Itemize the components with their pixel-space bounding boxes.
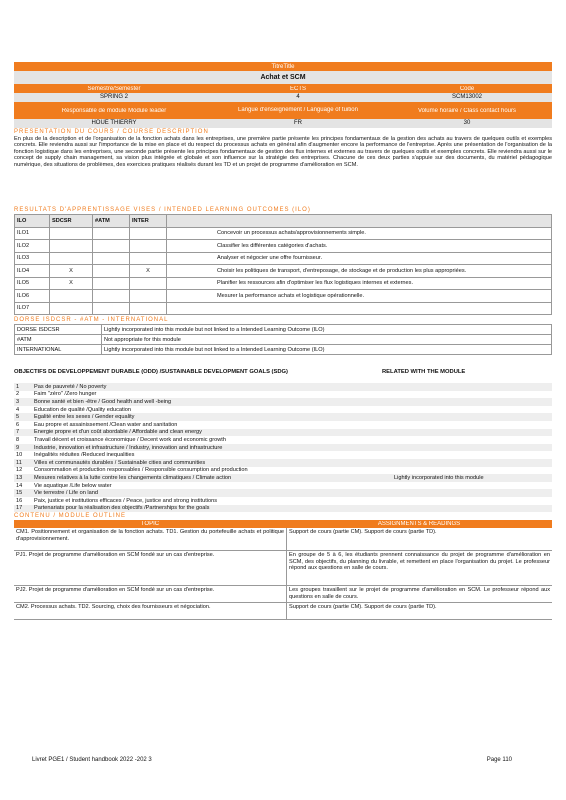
ilo-id: ILO7 bbox=[15, 302, 50, 315]
odd-number: 7 bbox=[14, 429, 32, 437]
content-heading: CONTENU / MODULE OUTLINE bbox=[14, 513, 127, 520]
ilo-row bbox=[15, 265, 552, 278]
odd-number: 2 bbox=[16, 391, 20, 398]
content-assignment: Support de cours (partie CM). Support de cours (partie TD). bbox=[286, 528, 552, 550]
ilo-atm bbox=[93, 252, 130, 265]
dorse-label: INTERNATIONAL bbox=[15, 345, 102, 355]
code-value: SCM13002 bbox=[451, 94, 483, 100]
ilo-inter bbox=[130, 240, 167, 253]
odd-related bbox=[392, 497, 552, 505]
odd-row bbox=[14, 383, 552, 391]
ilo-inter: X bbox=[130, 265, 167, 278]
second-value-row bbox=[14, 119, 552, 128]
title-bar bbox=[14, 62, 552, 71]
odd-related: Lightly incorporated into this module bbox=[392, 474, 552, 482]
content-assignment: Les groupes travaillent sur le projet de programme d'amélioration en SCM. Le professeur répond aux questions en salle de cours. bbox=[286, 586, 552, 602]
odd-goal: Partenariats pour la réalisation des objectifs /Partnerships for the goals bbox=[32, 505, 392, 513]
ilo-header-row bbox=[15, 215, 552, 228]
odd-number: 1 bbox=[14, 383, 32, 391]
module-title bbox=[14, 71, 552, 84]
hours-value: 30 bbox=[463, 120, 471, 126]
odd-goal: Bonne santé et bien -être / Good health and well -being bbox=[32, 398, 392, 406]
odd-related bbox=[392, 383, 552, 391]
odd-table bbox=[14, 383, 552, 512]
odd-row bbox=[14, 459, 552, 467]
odd-goal: Consommation et production responsables / Responsible consumption and production bbox=[34, 467, 248, 474]
odd-goal: Vie aquatique /Life below water bbox=[34, 482, 112, 489]
ilo-text: Concevoir un processus achats/approvisionnements simple. bbox=[167, 227, 552, 240]
content-row bbox=[14, 603, 552, 620]
odd-number: 11 bbox=[14, 459, 32, 467]
content-assignment: En groupe de 5 à 6, les étudiants prennent connaissance du projet de programme d'amélioration en SCM, des objectifs, du planning du livrable, et remettent en place l'organisation du projet. Le professeur répond aux questions en salle de cours. bbox=[286, 551, 552, 585]
dorse-label: DORSE ISDCSR bbox=[15, 325, 102, 335]
odd-row bbox=[14, 497, 552, 505]
odd-related bbox=[392, 444, 552, 452]
odd-goal: Vie terrestre / Life on land bbox=[32, 489, 392, 497]
hours-label: Volume horaire / Class contact hours bbox=[417, 107, 517, 114]
odd-number: 8 bbox=[16, 436, 20, 443]
page-footer bbox=[32, 757, 512, 763]
ilo-sdcsr: X bbox=[50, 277, 93, 290]
odd-heading-row bbox=[14, 369, 552, 383]
odd-goal: Inégalités réduites /Reduced inequalities bbox=[34, 452, 135, 459]
module-sheet bbox=[14, 62, 552, 620]
content-topic: PJ1. Projet de programme d'amélioration en SCM fondé sur un cas d'entreprise. bbox=[16, 552, 215, 559]
leader-label: Responsable de module Module leader bbox=[61, 107, 167, 114]
dorse-row bbox=[15, 325, 552, 335]
odd-related bbox=[392, 459, 552, 467]
ilo-atm bbox=[93, 302, 130, 315]
ilo-sdcsr bbox=[50, 227, 93, 240]
ilo-text-col-header bbox=[167, 215, 552, 228]
ilo-col-header: ILO bbox=[15, 215, 50, 228]
odd-related bbox=[392, 421, 552, 429]
odd-number: 12 bbox=[16, 467, 23, 474]
odd-related bbox=[392, 429, 552, 437]
code-label: Code bbox=[459, 85, 475, 92]
ilo-sdcsr bbox=[50, 302, 93, 315]
ilo-row bbox=[15, 252, 552, 265]
odd-row bbox=[14, 413, 552, 421]
odd-related bbox=[392, 489, 552, 497]
odd-number: 9 bbox=[14, 444, 32, 452]
odd-number: 15 bbox=[14, 489, 32, 497]
ects-value: 4 bbox=[296, 94, 300, 100]
odd-related bbox=[392, 436, 552, 444]
footer-left: Livret PGE1 / Student handbook 2022 -202 3 bbox=[32, 757, 152, 763]
odd-heading-left: OBJECTIFS DE DEVELOPPEMENT DURABLE (ODD) /SUSTAINABLE DEVELOPMENT GOALS (SDG) bbox=[14, 369, 288, 375]
odd-row bbox=[14, 505, 552, 513]
odd-related bbox=[392, 406, 552, 414]
presentation-heading: PRESENTATION DU COURS / COURSE DESCRIPTION bbox=[14, 129, 209, 135]
dorse-row bbox=[15, 345, 552, 355]
ilo-text: Mesurer la performance achats et logistique opérationnelle. bbox=[167, 290, 552, 303]
odd-goal: Education de qualité /Quality education bbox=[34, 406, 132, 413]
ilo-atm bbox=[93, 227, 130, 240]
semester-label: Semestre/Semester bbox=[87, 85, 141, 92]
ilo-text bbox=[167, 302, 552, 315]
content-topic: PJ2. Projet de programme d'amélioration en SCM fondé sur un cas d'entreprise. bbox=[16, 587, 215, 594]
ilo-row bbox=[15, 227, 552, 240]
module-title-text: Achat et SCM bbox=[260, 74, 306, 81]
ilo-sdcsr bbox=[50, 240, 93, 253]
content-topic: CM2. Processus achats. TD2. Sourcing, choix des fournisseurs et négociation. bbox=[16, 604, 211, 611]
ilo-row bbox=[15, 277, 552, 290]
dorse-text: Lightly incorporated into this module but not linked to a Intended Learning Outcome (ILO) bbox=[102, 325, 552, 335]
odd-goal: Pas de pauvreté / No poverty bbox=[32, 383, 392, 391]
odd-number: 13 bbox=[14, 474, 32, 482]
header-value-row bbox=[14, 93, 552, 102]
content-assignment: Support de cours (partie CM). Support de cours (partie TD). bbox=[286, 603, 552, 619]
ilo-atm bbox=[93, 265, 130, 278]
ilo-text: Analyser et négocier une offre fournisseur. bbox=[167, 252, 552, 265]
atm-col-header: #ATM bbox=[93, 215, 130, 228]
odd-row bbox=[14, 406, 552, 414]
ilo-inter bbox=[130, 277, 167, 290]
dorse-row bbox=[15, 335, 552, 345]
ilo-row bbox=[15, 290, 552, 303]
leader-value: HOUE THIERRY bbox=[91, 120, 137, 126]
odd-row bbox=[14, 467, 552, 475]
ilo-atm bbox=[93, 240, 130, 253]
ilo-id: ILO6 bbox=[15, 290, 50, 303]
ilo-text: Planifier les ressources afin d'optimiser les flux logistiques internes et externes. bbox=[167, 277, 552, 290]
dorse-text: Lightly incorporated into this module but not linked to a Intended Learning Outcome (ILO) bbox=[102, 345, 552, 355]
ilo-inter bbox=[130, 290, 167, 303]
odd-row bbox=[14, 482, 552, 490]
ilo-row bbox=[15, 240, 552, 253]
odd-heading-right: RELATED WITH THE MODULE bbox=[382, 369, 466, 375]
odd-goal: Travail décent et croissance économique / Decent work and economic growth bbox=[34, 436, 226, 443]
odd-goal: Egalité entre les sexes / Gender equality bbox=[32, 413, 392, 421]
ilo-inter bbox=[130, 252, 167, 265]
topic-header: TOPIC bbox=[140, 521, 160, 528]
odd-related bbox=[392, 398, 552, 406]
dorse-label: #ATM bbox=[15, 335, 102, 345]
odd-goal: Paix, justice et institutions efficaces / Peace, justice and strong institutions bbox=[34, 497, 218, 504]
ilo-row bbox=[15, 302, 552, 315]
content-table bbox=[14, 528, 552, 620]
assign-header: ASSIGNMENTS & READINGS bbox=[377, 521, 461, 528]
odd-number: 3 bbox=[14, 398, 32, 406]
odd-row bbox=[14, 391, 552, 399]
language-label: Langue d'enseignement / Language of tuition bbox=[238, 107, 358, 114]
ilo-sdcsr bbox=[50, 252, 93, 265]
content-row bbox=[14, 586, 552, 603]
odd-related bbox=[392, 505, 552, 513]
odd-goal: Faim "zéro" /Zero hunger bbox=[34, 391, 97, 398]
odd-number: 4 bbox=[16, 406, 20, 413]
odd-related bbox=[392, 413, 552, 421]
content-row bbox=[14, 528, 552, 551]
dorse-heading: DORSE ISDCSR - #ATM - INTERNATIONAL bbox=[14, 317, 169, 323]
ilo-inter bbox=[130, 227, 167, 240]
ilo-atm bbox=[93, 277, 130, 290]
content-row bbox=[14, 551, 552, 586]
odd-goal: Energie propre et d'un coût abordable / Affordable and clean energy bbox=[32, 429, 392, 437]
odd-number: 16 bbox=[16, 497, 23, 504]
odd-row bbox=[14, 451, 552, 459]
odd-row bbox=[14, 429, 552, 437]
ilo-inter bbox=[130, 302, 167, 315]
odd-row bbox=[14, 398, 552, 406]
odd-row bbox=[14, 474, 552, 482]
odd-goal: Industrie, innovation et infrastructure / Industry, innovation and infrastructure bbox=[32, 444, 392, 452]
header-label-row bbox=[14, 84, 552, 93]
title-bar-label: TitreTitle bbox=[271, 63, 295, 70]
ilo-sdcsr: X bbox=[50, 265, 93, 278]
odd-number: 6 bbox=[16, 421, 20, 428]
semester-value: SPRING 2 bbox=[99, 94, 128, 100]
content-header-row bbox=[14, 520, 552, 528]
dorse-table bbox=[14, 324, 552, 355]
odd-goal: Mesures relatives à la lutte contre les changements climatiques / Climate action bbox=[32, 474, 392, 482]
ilo-id: ILO1 bbox=[15, 227, 50, 240]
odd-number: 17 bbox=[14, 505, 32, 513]
ilo-atm bbox=[93, 290, 130, 303]
dorse-text: Not appropriate for this module bbox=[102, 335, 552, 345]
ilo-text: Choisir les politiques de transport, d'entreposage, de stockage et de production les plus appropriées. bbox=[167, 265, 552, 278]
odd-related bbox=[392, 451, 552, 459]
sdcsr-col-header: SDCSR bbox=[50, 215, 93, 228]
presentation-text: En plus de la description et de l'organisation de la fonction achats dans les entreprises, une première partie présente les principes fondamentaux de la gestion des achats au travers de quelques outils et exemples concrets. Elle reviendra aussi sur l'importance de la mise en place et du respect du processus achats en général afin d'augmenter encore la performance de l'entreprise. Après une présentation de l'organisation de la fonction logistique dans les entreprises, une seconde partie présente les principes fondamentaux de gestion des flux internes et externes au travers de quelques outils et exemples concrets. Elle reviendra aussi sur le concept de supply chain management, sa vision plus intégrée et globale et son influence sur la stratégie des entreprises. Chacune de ces deux parties s'appuie sur des documents, du matériel pédagogique numérique, des situations de problèmes, des exercices pratiques réalisés durant les TD et un projet de programme d'amélioration en SCM. bbox=[14, 136, 552, 168]
odd-related bbox=[392, 482, 552, 490]
ects-label: ECTS bbox=[289, 85, 306, 92]
inter-col-header: INTER bbox=[130, 215, 167, 228]
odd-row bbox=[14, 444, 552, 452]
odd-row bbox=[14, 489, 552, 497]
language-value: FR bbox=[294, 120, 302, 126]
odd-number: 14 bbox=[16, 482, 23, 489]
odd-goal: Villes et communautés durables / Sustainable cities and communities bbox=[32, 459, 392, 467]
odd-number: 5 bbox=[14, 413, 32, 421]
content-topic: CM1. Positionnement et organisation de la fonction achats. TD1. Gestion du portefeuille achats et politique d'approvisionnement. bbox=[16, 529, 284, 542]
footer-page: Page 110 bbox=[486, 757, 512, 763]
ilo-id: ILO5 bbox=[15, 277, 50, 290]
ilo-id: ILO2 bbox=[15, 240, 50, 253]
second-label-row bbox=[14, 102, 552, 119]
odd-related bbox=[392, 467, 552, 475]
ilo-id: ILO4 bbox=[15, 265, 50, 278]
odd-related bbox=[392, 391, 552, 399]
ilo-sdcsr bbox=[50, 290, 93, 303]
ilo-id: ILO3 bbox=[15, 252, 50, 265]
odd-number: 10 bbox=[16, 452, 23, 459]
results-heading: RESULTATS D'APPRENTISSAGE VISES / INTENDED LEARNING OUTCOMES (ILO) bbox=[14, 207, 311, 213]
ilo-text: Classifier les différentes catégories d'achats. bbox=[167, 240, 552, 253]
ilo-table bbox=[14, 214, 552, 315]
odd-goal: Eau propre et assainissement /Clean water and sanitation bbox=[34, 421, 178, 428]
odd-row bbox=[14, 421, 552, 429]
odd-row bbox=[14, 436, 552, 444]
